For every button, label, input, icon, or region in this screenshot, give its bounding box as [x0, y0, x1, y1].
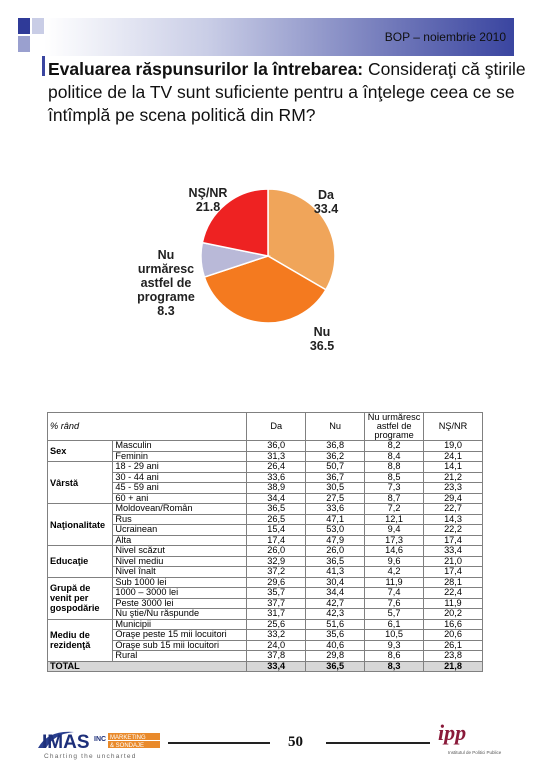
- table-row: [48, 504, 483, 515]
- table-cell: 23,8: [424, 651, 483, 662]
- table-row: [48, 451, 483, 462]
- table-cell: 31,7: [247, 609, 306, 620]
- table-cell: 26,5: [247, 514, 306, 525]
- table-cell: 35,6: [306, 630, 365, 641]
- table-cell: 29,6: [247, 577, 306, 588]
- table-row: [48, 462, 483, 473]
- table-cell: 29,8: [306, 651, 365, 662]
- pie-label-nu-value: 36.5: [309, 339, 335, 353]
- ipp-logo-text: ipp: [438, 720, 467, 745]
- table-cell: 51,6: [306, 619, 365, 630]
- table-cell: 20,6: [424, 630, 483, 641]
- table-cell: 33,6: [247, 472, 306, 483]
- row-label: Nu ştie/Nu răspunde: [113, 609, 247, 620]
- pie-label-nsnr: [178, 186, 238, 214]
- row-label: Nivel mediu: [113, 556, 247, 567]
- table-cell: 19,0: [424, 441, 483, 452]
- table-cell: 33,2: [247, 630, 306, 641]
- table-cell: 50,7: [306, 462, 365, 473]
- corner-decoration: [18, 18, 44, 56]
- table-cell: 24,0: [247, 640, 306, 651]
- row-label: Nivel înalt: [113, 567, 247, 578]
- table-cell: 17,4: [424, 535, 483, 546]
- table-cell: 8,6: [365, 651, 424, 662]
- pie-label-nu-name: Nu: [313, 325, 331, 339]
- row-label: Feminin: [113, 451, 247, 462]
- table-row: [48, 651, 483, 662]
- table-cell: 26,0: [306, 546, 365, 557]
- table-cell: 7,4: [365, 588, 424, 599]
- table-cell: 10,5: [365, 630, 424, 641]
- table-cell: 8,2: [365, 441, 424, 452]
- table-cell: 34,4: [247, 493, 306, 504]
- title-accent: [42, 56, 45, 76]
- table-cell: 36,0: [247, 441, 306, 452]
- table-cell: 26,4: [247, 462, 306, 473]
- row-label: 60 + ani: [113, 493, 247, 504]
- table-cell: 25,6: [247, 619, 306, 630]
- pie-label-nu-urmaresc-l4: programe: [137, 290, 195, 304]
- table-row: [48, 588, 483, 599]
- footer-line-left: [168, 742, 270, 744]
- table-cell: 33,4: [424, 546, 483, 557]
- row-label: Oraşe sub 15 mii locuitori: [113, 640, 247, 651]
- table-cell: 14,1: [424, 462, 483, 473]
- table-row: [48, 609, 483, 620]
- footer-line-right: [326, 742, 430, 744]
- imas-logo-tagline: Charting the uncharted: [44, 753, 137, 760]
- table-cell: 21,2: [424, 472, 483, 483]
- title-question: Consideraţi că ştirile politice de la TV sunt suficiente pentru a înţelege ceea ce se întîmplă pe scena politică din RM?: [48, 59, 526, 125]
- column-header: Nu urmăresc astfel de programe: [365, 413, 424, 441]
- table-cell: 38,9: [247, 483, 306, 494]
- table-cell: 33,6: [306, 504, 365, 515]
- table-cell: 34,4: [306, 588, 365, 599]
- table-row: [48, 525, 483, 536]
- table-cell: 17,4: [424, 567, 483, 578]
- column-header: Da: [247, 413, 306, 441]
- table-row: [48, 598, 483, 609]
- ipp-logo-caption: Institutul de Politici Publice: [448, 750, 502, 755]
- table-cell: 37,8: [247, 651, 306, 662]
- table-row: [48, 546, 483, 557]
- imas-logo-sub1: MARKETING: [110, 735, 146, 741]
- table-cell: 11,9: [424, 598, 483, 609]
- group-label: Grupă de venit per gospodărie: [48, 577, 113, 619]
- table-row: [48, 514, 483, 525]
- table-cell: 26,0: [247, 546, 306, 557]
- table-cell: 4,2: [365, 567, 424, 578]
- table-cell: 8,4: [365, 451, 424, 462]
- table-row: [48, 567, 483, 578]
- ipp-logo: [436, 718, 508, 758]
- table-corner-label: % rând: [48, 413, 247, 441]
- table-cell: 7,3: [365, 483, 424, 494]
- survey-label: BOP – noiembrie 2010: [384, 30, 506, 44]
- row-label: Alta: [113, 535, 247, 546]
- table-cell: 17,4: [247, 535, 306, 546]
- table-cell: 8,5: [365, 472, 424, 483]
- table-cell: 35,7: [247, 588, 306, 599]
- table-row: [48, 556, 483, 567]
- table-row: [48, 483, 483, 494]
- imas-logo-sub2: & SONDAJE: [110, 743, 145, 749]
- table-cell: 31,3: [247, 451, 306, 462]
- table-row: [48, 441, 483, 452]
- table-cell: 14,6: [365, 546, 424, 557]
- total-cell: 36,5: [306, 661, 365, 672]
- group-label: Mediu de rezidenţă: [48, 619, 113, 661]
- pie-label-nu-urmaresc-l1: Nu: [157, 248, 175, 262]
- table-cell: 9,4: [365, 525, 424, 536]
- table-cell: 36,5: [247, 504, 306, 515]
- table-cell: 12,1: [365, 514, 424, 525]
- row-label: Peste 3000 lei: [113, 598, 247, 609]
- row-label: 30 - 44 ani: [113, 472, 247, 483]
- table-cell: 8,8: [365, 462, 424, 473]
- table-cell: 53,0: [306, 525, 365, 536]
- row-label: Masculin: [113, 441, 247, 452]
- table-cell: 36,5: [306, 556, 365, 567]
- table-row: [48, 577, 483, 588]
- table-cell: 24,1: [424, 451, 483, 462]
- table-total-row: [48, 661, 483, 672]
- table-cell: 8,7: [365, 493, 424, 504]
- table-cell: 21,0: [424, 556, 483, 567]
- group-label: Sex: [48, 441, 113, 462]
- pie-label-da: [300, 188, 352, 216]
- table-row: [48, 640, 483, 651]
- table-cell: 37,2: [247, 567, 306, 578]
- pie-chart: [0, 170, 540, 370]
- pie-label-nu-urmaresc-l3: astfel de: [140, 276, 192, 290]
- imas-logo: [34, 726, 174, 760]
- table-cell: 20,2: [424, 609, 483, 620]
- imas-logo-text: IMAS: [42, 732, 90, 753]
- total-label: TOTAL: [48, 661, 247, 672]
- column-header: NŞ/NR: [424, 413, 483, 441]
- pie-label-da-value: 33.4: [313, 202, 339, 216]
- table-cell: 47,9: [306, 535, 365, 546]
- row-label: Moldovean/Român: [113, 504, 247, 515]
- pie-label-nsnr-name: NŞ/NR: [188, 186, 228, 200]
- table-row: [48, 630, 483, 641]
- pie-label-nu-urmaresc-value: 8.3: [157, 304, 175, 318]
- table-cell: 42,3: [306, 609, 365, 620]
- table-cell: 22,7: [424, 504, 483, 515]
- table-row: [48, 493, 483, 504]
- table-cell: 36,8: [306, 441, 365, 452]
- group-label: Naţionalitate: [48, 504, 113, 546]
- table-cell: 6,1: [365, 619, 424, 630]
- table-cell: 16,6: [424, 619, 483, 630]
- table-row: [48, 472, 483, 483]
- table-cell: 26,1: [424, 640, 483, 651]
- title-prefix: Evaluarea răspunsurilor la întrebarea:: [48, 59, 364, 79]
- table-cell: 37,7: [247, 598, 306, 609]
- total-cell: 33,4: [247, 661, 306, 672]
- table-cell: 30,5: [306, 483, 365, 494]
- pie-label-nu-urmaresc-l2: urmăresc: [137, 262, 195, 276]
- column-header: Nu: [306, 413, 365, 441]
- table-cell: 30,4: [306, 577, 365, 588]
- row-label: Sub 1000 lei: [113, 577, 247, 588]
- imas-logo-inc: INC: [94, 736, 107, 743]
- table-row: [48, 535, 483, 546]
- table-row: [48, 619, 483, 630]
- group-label: Vârstă: [48, 462, 113, 504]
- total-cell: 8,3: [365, 661, 424, 672]
- table-cell: 23,3: [424, 483, 483, 494]
- row-label: 1000 – 3000 lei: [113, 588, 247, 599]
- table-cell: 47,1: [306, 514, 365, 525]
- pie-label-nsnr-value: 21.8: [195, 200, 221, 214]
- table-cell: 7,6: [365, 598, 424, 609]
- table-cell: 14,3: [424, 514, 483, 525]
- table-cell: 27,5: [306, 493, 365, 504]
- pie-label-nu: [298, 325, 346, 353]
- table-cell: 11,9: [365, 577, 424, 588]
- row-label: 18 - 29 ani: [113, 462, 247, 473]
- table-cell: 15,4: [247, 525, 306, 536]
- table-header-row: [48, 413, 483, 441]
- table-cell: 36,7: [306, 472, 365, 483]
- table-cell: 41,3: [306, 567, 365, 578]
- pie-label-da-name: Da: [318, 188, 334, 202]
- page-title: [48, 58, 528, 127]
- table-cell: 7,2: [365, 504, 424, 515]
- row-label: Rural: [113, 651, 247, 662]
- results-table: [47, 412, 483, 672]
- table-cell: 9,3: [365, 640, 424, 651]
- table-cell: 9,6: [365, 556, 424, 567]
- table-cell: 36,2: [306, 451, 365, 462]
- table-cell: 17,3: [365, 535, 424, 546]
- row-label: 45 - 59 ani: [113, 483, 247, 494]
- pie-label-nu-urmaresc: [128, 248, 204, 318]
- group-label: Educaţie: [48, 546, 113, 578]
- row-label: Oraşe peste 15 mii locuitori: [113, 630, 247, 641]
- row-label: Rus: [113, 514, 247, 525]
- total-cell: 21,8: [424, 661, 483, 672]
- row-label: Municipii: [113, 619, 247, 630]
- table-cell: 22,4: [424, 588, 483, 599]
- row-label: Ucrainean: [113, 525, 247, 536]
- table-cell: 28,1: [424, 577, 483, 588]
- table-cell: 42,7: [306, 598, 365, 609]
- table-cell: 32,9: [247, 556, 306, 567]
- table-cell: 22,2: [424, 525, 483, 536]
- table-cell: 29,4: [424, 493, 483, 504]
- table-cell: 40,6: [306, 640, 365, 651]
- table-cell: 5,7: [365, 609, 424, 620]
- page-number: 50: [288, 734, 303, 750]
- row-label: Nivel scăzut: [113, 546, 247, 557]
